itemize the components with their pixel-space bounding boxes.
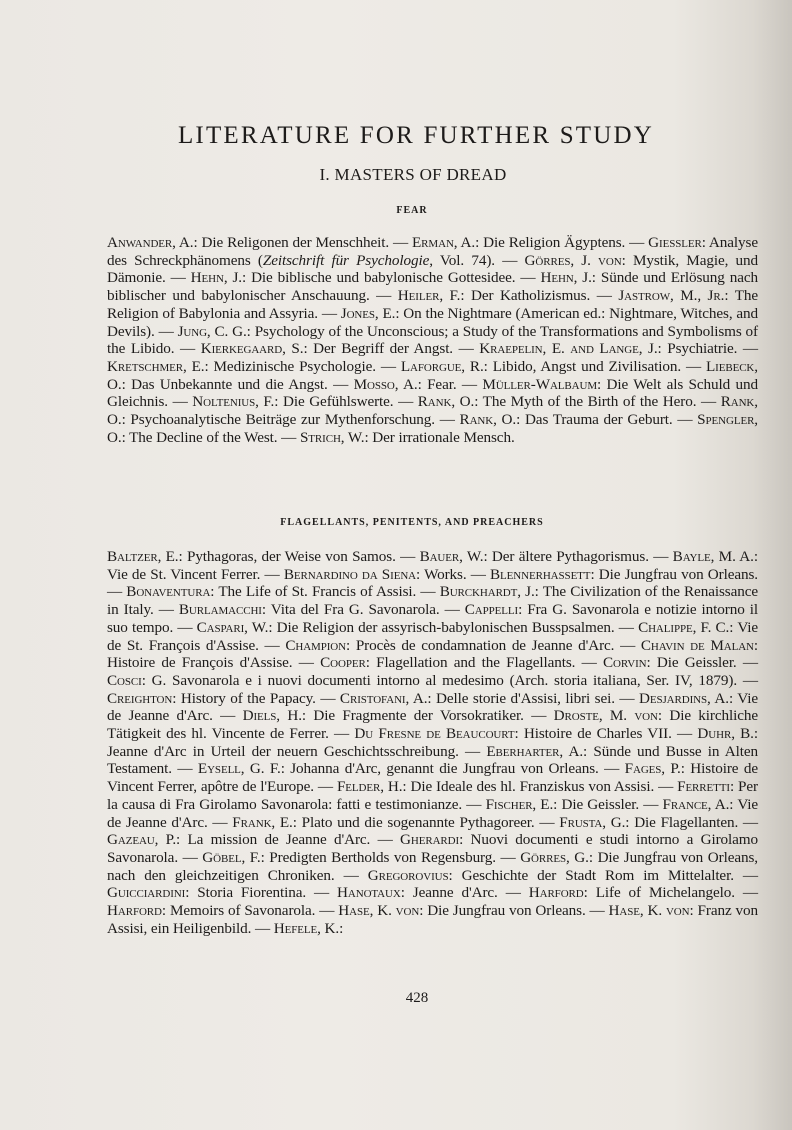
entry-author: Eysell, G. F.: [197, 760, 281, 778]
bibliography-entry: Frusta, G.: Die Flagellanten.: [559, 813, 739, 831]
entry-work: La mission de Jeanne d'Arc.: [187, 831, 371, 849]
entry-author: Cristofani, A.: [339, 689, 428, 707]
bibliography-entry: Rank, O.: Psychoanalytische Beiträge zur Mythenforschung.: [107, 393, 758, 429]
entry-work: Die Religion Ägyptens.: [483, 234, 626, 251]
bibliography-entry: Eberharter, A.: Sünde und Busse in Alten Testament.: [107, 742, 758, 778]
bibliography-entry: Felder, H.: Die Ideale des hl. Franziskus von Assisi.: [336, 778, 655, 796]
bibliography-entry: Baltzer, E.: Pythagoras, der Weise von Samos.: [107, 548, 396, 565]
bibliography-entry: Cristofani, A.: Delle storie d'Assisi, libri sei.: [339, 689, 615, 707]
entry-work: Memoirs of Savonarola.: [169, 902, 316, 920]
entry-author: Burckhardt, J.: [439, 583, 535, 601]
entry-author: Fischer, E.: [485, 795, 554, 813]
bibliography-entry: Gazeau, P.: La mission de Jeanne d'Arc.: [107, 831, 371, 849]
bibliography-entry: Kretschmer, E.: Medizinische Psychologie.: [107, 357, 376, 375]
entry-author: Jones, E.: [340, 304, 396, 322]
entry-author: Blennerhassett: [490, 565, 591, 583]
bibliography-entry: Hanotaux: Jeanne d'Arc.: [337, 884, 498, 902]
entry-work: Vie de St. Vincent Ferrer.: [107, 565, 261, 583]
entry-author: Fages, P.: [624, 760, 681, 778]
bibliography-entry: Görres, J. von: Mystik, Magie, und Dämonie.: [107, 251, 759, 287]
entry-author: Cappelli: [464, 601, 519, 619]
entry-author: Hase, K. von: [338, 902, 420, 920]
entry-work: History of the Papacy.: [180, 689, 316, 707]
entry-work: Fra G. Savonarola e notizie intorno il suo tempo.: [107, 601, 758, 636]
entry-work: Die Jungfrau von Orleans.: [598, 565, 759, 583]
bibliography-entry: Liebeck, O.: Das Unbekannte und die Angst.: [107, 357, 758, 393]
bibliography-entry: Chalippe, F. C.: Vie de St. François d'Assise.: [107, 618, 759, 654]
bibliography-entry: Gregorovius: Geschichte der Stadt Rom im Mittelalter.: [367, 866, 734, 884]
entry-author: Gregorovius: [367, 866, 449, 884]
entry-work: Geschichte der Stadt Rom im Mittelalter.: [461, 866, 734, 884]
entry-work: The Decline of the West.: [129, 428, 278, 446]
entry-author: Cosci: [107, 671, 142, 689]
bibliography-entry: Jastrow, M., Jr.: The Religion of Babylonia and Assyria.: [107, 287, 759, 322]
entry-author: Müller-Walbaum: [482, 375, 598, 393]
bibliography-flagellants: Baltzer, E.: Pythagoras, der Weise von Samos. — Bauer, W.: Der ältere Pythagorismus. — Bayle, M. A.: Vie de St. Vincent Ferrer. — Bernardino da Siena: Works. — Blennerhassett: Die Jungfrau von Orleans. — Bonaventura: The Life of St. Francis of Assisi. — Burckhardt, J.: The Civilization of the Renaissance in Italy. — Burlamacchi: Vita del Fra G. Savonarola. — Cappelli: Fra G. Savonarola e notizie intorno il suo tempo. — Caspari, W.: Die Religion der assyrisch-babylonischen Busspsalmen. — Chalippe, F. C.: Vie de St. François d'Assise. — Champion: Procès de condamnation de Jeanne d'Arc. — Chavin de Malan: Histoire de François d'Assise. — Cooper: Flagellation and the Flagellants. — Corvin: Die Geissler. — Cosci: G. Savonarola e i nuovi documenti intorno al medesimo (Arch. storia italiana, Ser. IV, 1879). — Creighton: History of the Papacy. — Cristofani, A.: Delle storie d'Assisi, libri sei. — Desjardins, A.: Vie de Jeanne d'Arc. — Diels, H.: Die Fragmente der Vorsokratiker. — Droste, M. von: Die kirchliche Tätigkeit des hl. Vincente de Ferrer. — Du Fresne de Beaucourt: Histoire de Charles VII. — Duhr, B.: Jeanne d'Arc in Urteil der neuern Geschichtsschreibung. — Eberharter, A.: Sünde und Busse in Alten Testament. — Eysell, G. F.: Johanna d'Arc, genannt die Jungfrau von Orleans. — Fages, P.: Histoire de Vincent Ferrer, apôtre de l'Europe. — Felder, H.: Die Ideale des hl. Franziskus von Assisi. — Ferretti: Per la causa di Fra Girolamo Savonarola: fatti e testimonianze. — Fischer, E.: Die Geissler. — France, A.: Vie de Jeanne d'Arc. — Frank, E.: Plato und die sogenannte Pythagoreer. — Frusta, G.: Die Flagellanten. — Gazeau, P.: La mission de Jeanne d'Arc. — Gherardi: Nuovi documenti e studi intorno a Girolamo Savonarola. — Göbel, F.: Predigten Bertholds von Regensburg. — Görres, G.: Die Jungfrau von Orleans, nach den gleichzeitigen Chroniken. — Gregorovius: Geschichte der Stadt Rom im Mittelalter. — Guicciardini: Storia Fiorentina. — Hanotaux: Jeanne d'Arc. — Harford: Life of Michelangelo. — Harford: Memoirs of Savonarola. — Hase, K. von: Die Jungfrau von Orleans. — Hase, K. von: Franz von Assisi, ein Heiligenbild. — Hefele, K.:: [107, 548, 759, 937]
bibliography-entry: Champion: Procès de condamnation de Jeanne d'Arc.: [285, 636, 615, 654]
entry-work: Die kirchliche Tätigkeit des hl. Vincente de Ferrer.: [107, 707, 759, 743]
entry-author: Harford: [107, 902, 162, 920]
entry-author: Corvin: [603, 654, 647, 672]
entry-author: Anwander, A.: [107, 234, 194, 251]
entry-author: Heiler, F.: [397, 287, 461, 305]
entry-work: Das Trauma der Geburt.: [524, 411, 673, 429]
bibliography-entry: Erman, A.: Die Religion Ägyptens.: [412, 234, 626, 251]
bibliography-entry: Spengler, O.: The Decline of the West.: [107, 411, 758, 446]
entry-author: Caspari, W.: [196, 618, 269, 636]
entry-author: Rank, O.: [459, 411, 517, 429]
bibliography-entry: Hase, K. von: Die Jungfrau von Orleans.: [338, 902, 586, 920]
entry-work: Die Ideale des hl. Franziskus von Assisi.: [410, 778, 655, 796]
bibliography-entry: Bayle, M. A.: Vie de St. Vincent Ferrer.: [107, 548, 758, 583]
entry-work: Histoire de Vincent Ferrer, apôtre de l'Europe.: [107, 760, 758, 796]
entry-work: The Myth of the Birth of the Hero.: [482, 393, 697, 411]
entry-work: On the Nightmare (American ed.: Nightmare, Witches, and Devils).: [107, 304, 759, 340]
entry-work: Die Fragmente der Vorsokratiker.: [313, 707, 524, 725]
entry-work: Das Unbekannte und die Angst.: [131, 375, 328, 393]
entry-author: Görres, G.: [520, 848, 589, 866]
bibliography-entry: Müller-Walbaum: Die Welt als Schuld und Gleichnis.: [107, 375, 758, 411]
entry-author: Guicciardini: [107, 884, 186, 902]
bibliography-entry: Laforgue, R.: Libido, Angst und Zivilisation.: [400, 357, 682, 375]
bibliography-entry: Bauer, W.: Der ältere Pythagorismus.: [419, 548, 649, 565]
entry-author: Chavin de Malan: [640, 636, 754, 654]
entry-author: Desjardins, A.: [639, 689, 729, 707]
entry-work: Die Religion der assyrisch-babylonischen Busspsalmen.: [276, 618, 615, 636]
bibliography-entry: Jung, C. G.: Psychology of the Unconscious; a Study of the Transformations and Symbolisms of the Libido.: [107, 322, 758, 358]
bibliography-entry: Blennerhassett: Die Jungfrau von Orleans.: [490, 565, 759, 583]
entry-work: Die Jungfrau von Orleans, nach den gleichzeitigen Chroniken.: [107, 848, 758, 884]
entry-work: G. Savonarola e i nuovi documenti intorno al medesimo (Arch. storia italiana, Ser. IV, 1879).: [151, 671, 738, 689]
entry-author: Rank, O.: [417, 393, 475, 411]
entry-author: Kretschmer, E.: [107, 357, 205, 375]
entry-author: Gazeau, P.: [107, 831, 177, 849]
entry-work: Procès de condamnation de Jeanne d'Arc.: [355, 636, 615, 654]
entry-work: Die Gefühlswerte.: [282, 393, 394, 411]
bibliography-entry: Desjardins, A.: Vie de Jeanne d'Arc.: [107, 689, 759, 725]
bibliography-entry: Bonaventura: The Life of St. Francis of Assisi.: [126, 583, 417, 601]
bibliography-entry: Corvin: Die Geissler.: [603, 654, 737, 672]
bibliography-fear: Anwander, A.: Die Religonen der Menschheit. — Erman, A.: Die Religion Ägyptens. — Giessler: Analyse des Schreckphänomens (Zeitschrift für Psychologie, Vol. 74). — Görres, J. von: Mystik, Magie, und Dämonie. — Hehn, J.: Die biblische und babylonische Gottesidee. — Hehn, J.: Sünde und Erlösung nach biblischer und babylonischer Anschauung. — Heiler, F.: Der Katholizismus. — Jastrow, M., Jr.: The Religion of Babylonia and Assyria. — Jones, E.: On the Nightmare (American ed.: Nightmare, Witches, and Devils). — Jung, C. G.: Psychology of the Unconscious; a Study of the Transformations and Symbolisms of the Libido. — Kierkegaard, S.: Der Begriff der Angst. — Kraepelin, E. and Lange, J.: Psychiatrie. — Kretschmer, E.: Medizinische Psychologie. — Laforgue, R.: Libido, Angst und Zivilisation. — Liebeck, O.: Das Unbekannte und die Angst. — Mosso, A.: Fear. — Müller-Walbaum: Die Welt als Schuld und Gleichnis. — Noltenius, F.: Die Gefühlswerte. — Rank, O.: The Myth of the Birth of the Hero. — Rank, O.: Psychoanalytische Beiträge zur Mythenforschung. — Rank, O.: Das Trauma der Geburt. — Spengler, O.: The Decline of the West. — Strich, W.: Der irrationale Mensch.: [107, 234, 759, 446]
entry-work: Delle storie d'Assisi, libri sei.: [436, 689, 615, 707]
entry-work: Psychiatrie.: [667, 340, 738, 358]
bibliography-entry: Mosso, A.: Fear.: [353, 375, 457, 393]
entry-work: Die Flagellanten.: [634, 813, 739, 831]
entry-author: Baltzer, E.: [107, 548, 179, 565]
entry-work: Die Religonen der Menschheit.: [201, 234, 390, 251]
entry-author: Laforgue, R.: [400, 357, 484, 375]
entry-work: Libido, Angst und Zivilisation.: [492, 357, 682, 375]
bibliography-entry: Burlamacchi: Vita del Fra G. Savonarola.: [178, 601, 440, 619]
bibliography-entry: Duhr, B.: Jeanne d'Arc in Urteil der neuern Geschichtsschreibung.: [107, 725, 759, 760]
entry-work: Der Begriff der Angst.: [313, 340, 454, 358]
bibliography-entry: Cappelli: Fra G. Savonarola e notizie intorno il suo tempo.: [107, 601, 758, 636]
entry-work: Fear.: [427, 375, 457, 393]
entry-author: Eberharter, A.: [486, 742, 584, 760]
bibliography-entry: Bernardino da Siena: Works.: [283, 565, 467, 583]
page-title: LITERATURE FOR FURTHER STUDY: [177, 122, 655, 149]
entry-author: Chalippe, F. C.: [638, 618, 730, 636]
entry-work: Plato und die sogenannte Pythagoreer.: [301, 813, 535, 831]
entry-work: Per la causa di Fra Girolamo Savonarola: fatti e testimonianze.: [107, 778, 758, 813]
entry-work: Der Katholizismus.: [471, 287, 591, 305]
section-heading-flagellants: FLAGELLANTS, PENITENTS, AND PREACHERS: [280, 517, 544, 528]
entry-work: Die Jungfrau von Orleans.: [427, 902, 586, 920]
bibliography-entry: Kraepelin, E. and Lange, J.: Psychiatrie.: [479, 340, 738, 358]
entry-author: Kraepelin, E. and Lange, J.: [479, 340, 658, 358]
entry-author: Gherardi: [400, 831, 460, 849]
entry-work: Works.: [424, 565, 467, 583]
entry-author: Spengler, O.: [107, 411, 758, 446]
entry-author: Görres, J. von: [524, 251, 622, 269]
entry-author: Hase, K. von: [608, 902, 690, 920]
bibliography-entry: Harford: Memoirs of Savonarola.: [107, 902, 316, 920]
entry-author: Duhr, B.: [697, 725, 754, 743]
bibliography-entry: Kierkegaard, S.: Der Begriff der Angst.: [200, 340, 454, 358]
bibliography-entry: Diels, H.: Die Fragmente der Vorsokratiker.: [242, 707, 524, 725]
entry-author: Frusta, G.: [559, 813, 626, 831]
bibliography-entry: Cooper: Flagellation and the Flagellants.: [320, 654, 576, 672]
entry-work: Predigten Bertholds von Regensburg.: [269, 848, 496, 866]
section-heading-fear: FEAR: [396, 205, 428, 216]
entry-work: Sünde und Busse in Alten Testament.: [107, 742, 758, 778]
bibliography-entry: Hase, K. von: Franz von Assisi, ein Heiligenbild.: [107, 902, 758, 937]
entry-work: The Religion of Babylonia and Assyria.: [107, 287, 759, 322]
entry-work: Storia Fiorentina.: [197, 884, 307, 902]
entry-work: Vita del Fra G. Savonarola.: [270, 601, 440, 619]
entry-author: Bauer, W.: [419, 548, 484, 565]
entry-work: Analyse des Schreckphänomens: [107, 234, 758, 269]
entry-author: Ferretti: [677, 778, 730, 796]
entry-work: Vie de Jeanne d'Arc.: [107, 795, 759, 831]
entry-work: Mystik, Magie, und Dämonie.: [107, 251, 759, 287]
bibliography-entry: Hehn, J.: Die biblische und babylonische Gottesidee.: [190, 269, 516, 287]
entry-author: Liebeck, O.: [107, 357, 758, 393]
entry-author: Bernardino da Siena: [283, 565, 417, 583]
entry-author: Bayle, M. A.: [672, 548, 754, 565]
entry-work: Die Geissler.: [561, 795, 640, 813]
bibliography-entry: Creighton: History of the Papacy.: [107, 689, 316, 707]
entry-work: Die Geissler.: [656, 654, 737, 672]
bibliography-entry: Gherardi: Nuovi documenti e studi intorno a Girolamo Savonarola.: [107, 831, 758, 866]
bibliography-entry: Harford: Life of Michelangelo.: [528, 884, 735, 902]
entry-work: Flagellation and the Flagellants.: [376, 654, 576, 672]
bibliography-entry: Guicciardini: Storia Fiorentina.: [107, 884, 307, 902]
entry-work: Die biblische und babylonische Gottesidee.: [251, 269, 516, 287]
entry-author: Hefele, K.: [273, 919, 340, 937]
entry-author: Hanotaux: [337, 884, 401, 902]
entry-author: Jung, C. G.: [177, 322, 247, 340]
entry-work: Pythagoras, der Weise von Samos.: [186, 548, 396, 565]
bibliography-entry: Rank, O.: Das Trauma der Geburt.: [459, 411, 673, 429]
bibliography-entry: Hehn, J.: Sünde und Erlösung nach biblischer und babylonischer Anschauung.: [107, 269, 758, 305]
bibliography-entry: Göbel, F.: Predigten Bertholds von Regensburg.: [202, 848, 496, 866]
entry-author: Harford: [528, 884, 584, 902]
bibliography-entry: Jones, E.: On the Nightmare (American ed.: Nightmare, Witches, and Devils).: [107, 304, 759, 340]
bibliography-entry: Frank, E.: Plato und die sogenannte Pythagoreer.: [232, 813, 535, 831]
bibliography-entry: Görres, G.: Die Jungfrau von Orleans, nach den gleichzeitigen Chroniken.: [107, 848, 758, 884]
bibliography-entry: Anwander, A.: Die Religonen der Menschheit.: [107, 234, 390, 251]
bibliography-entry: Cosci: G. Savonarola e i nuovi documenti intorno al medesimo (Arch. storia italiana, Ser. IV, 1879).: [107, 671, 738, 689]
entry-work: Vie de Jeanne d'Arc.: [107, 689, 759, 725]
entry-author: Jastrow, M., Jr.: [618, 287, 725, 305]
bibliography-entry: Droste, M. von: Die kirchliche Tätigkeit des hl. Vincente de Ferrer.: [107, 707, 759, 743]
entry-work: Histoire de Charles VII.: [523, 725, 672, 743]
entry-work: Jeanne d'Arc.: [412, 884, 498, 902]
entry-journal: Zeitschrift für Psychologie: [262, 251, 430, 269]
bibliography-entry: Fischer, E.: Die Geissler.: [485, 795, 640, 813]
entry-work: The Life of St. Francis of Assisi.: [218, 583, 417, 601]
bibliography-entry: Heiler, F.: Der Katholizismus.: [397, 287, 591, 305]
bibliography-entry: France, A.: Vie de Jeanne d'Arc.: [107, 795, 759, 831]
entry-author: Göbel, F.: [202, 848, 261, 866]
entry-work: Die Welt als Schuld und Gleichnis.: [107, 375, 758, 411]
bibliography-entry: Eysell, G. F.: Johanna d'Arc, genannt die Jungfrau von Orleans.: [197, 760, 599, 778]
entry-work: Vie de St. François d'Assise.: [107, 618, 759, 654]
entry-author: Diels, H.: [242, 707, 302, 725]
bibliography-entry: Rank, O.: The Myth of the Birth of the Hero.: [417, 393, 697, 411]
entry-author: Mosso, A.: [353, 375, 418, 393]
entry-author: Droste, M. von: [553, 707, 658, 725]
bibliography-entry: Chavin de Malan: Histoire de François d'Assise.: [107, 636, 759, 672]
entry-author: Giessler: [648, 234, 702, 251]
entry-author: Felder, H.: [336, 778, 403, 796]
entry-work: The Civilization of the Renaissance in Italy.: [107, 583, 758, 619]
entry-work: Jeanne d'Arc in Urteil der neuern Geschichtsschreibung.: [107, 742, 459, 760]
bibliography-entry: Giessler: Analyse des Schreckphänomens (Zeitschrift für Psychologie, Vol. 74).: [107, 234, 758, 269]
entry-work: Nuovi documenti e studi intorno a Girolamo Savonarola.: [107, 831, 758, 866]
entry-work: Der ältere Pythagorismus.: [491, 548, 649, 565]
entry-author: Frank, E.: [232, 813, 293, 831]
entry-author: Burlamacchi: [178, 601, 262, 619]
bibliography-entry: Fages, P.: Histoire de Vincent Ferrer, apôtre de l'Europe.: [107, 760, 758, 796]
entry-work: Histoire de François d'Assise.: [107, 654, 293, 672]
entry-author: Hehn, J.: [190, 269, 242, 287]
entry-journal-volume: , Vol. 74).: [429, 251, 495, 269]
entry-work: Franz von Assisi, ein Heiligenbild.: [107, 902, 758, 937]
bibliography-entry: Noltenius, F.: Die Gefühlswerte.: [192, 393, 394, 411]
bibliography-entry: Du Fresne de Beaucourt: Histoire de Charles VII.: [354, 725, 672, 743]
bibliography-entry: Hefele, K.:: [273, 919, 344, 937]
entry-work: Johanna d'Arc, genannt die Jungfrau von Orleans.: [290, 760, 599, 778]
part-heading: I. MASTERS OF DREAD: [319, 165, 507, 184]
entry-work: Sünde und Erlösung nach biblischer und babylonischer Anschauung.: [107, 269, 758, 305]
entry-work: Der irrationale Mensch.: [372, 428, 515, 446]
entry-work: Medizinische Psychologie.: [213, 357, 376, 375]
entry-author: Kierkegaard, S.: [200, 340, 304, 358]
entry-author: Creighton: [107, 689, 173, 707]
entry-author: France, A.: [662, 795, 730, 813]
entry-author: Noltenius, F.: [192, 393, 275, 411]
entry-author: Champion: [285, 636, 346, 654]
entry-work: Psychoanalytische Beiträge zur Mythenforschung.: [130, 411, 435, 429]
entry-author: Rank, O.: [107, 393, 758, 429]
entry-author: Cooper: [320, 654, 366, 672]
entry-author: Erman, A.: [412, 234, 476, 251]
entry-work: Psychology of the Unconscious; a Study of the Transformations and Symbolisms of the Libido.: [107, 322, 758, 358]
bibliography-entry: Strich, W.: Der irrationale Mensch.: [299, 428, 515, 446]
bibliography-entry: Ferretti: Per la causa di Fra Girolamo Savonarola: fatti e testimonianze.: [107, 778, 758, 813]
entry-author: Hehn, J.: [540, 269, 592, 287]
entry-author: Bonaventura: [126, 583, 211, 601]
entry-work: Life of Michelangelo.: [595, 884, 735, 902]
entry-author: Du Fresne de Beaucourt: [354, 725, 515, 743]
bibliography-entry: Burckhardt, J.: The Civilization of the Renaissance in Italy.: [107, 583, 758, 619]
page-number: 428: [405, 990, 429, 1006]
bibliography-entry: Caspari, W.: Die Religion der assyrisch-babylonischen Busspsalmen.: [196, 618, 615, 636]
entry-author: Strich, W.: [299, 428, 365, 446]
